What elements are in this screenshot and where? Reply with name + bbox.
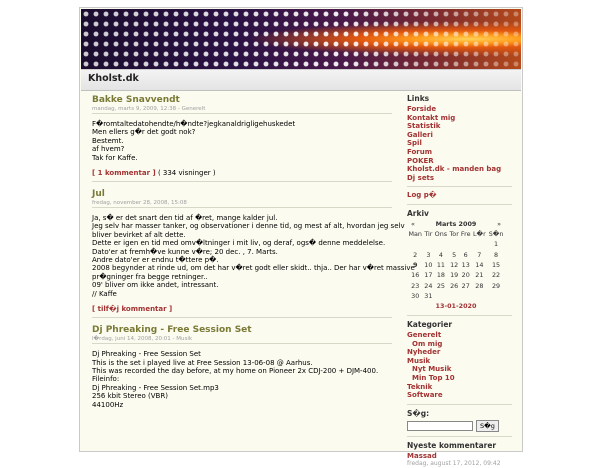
- post-body-line: bliver bevirket af alt dette.: [92, 230, 186, 239]
- title-bar: [81, 69, 521, 91]
- recent-comment-meta: fredag, august 17, 2012, 09:42: [407, 459, 501, 467]
- calendar-day: 4: [438, 250, 443, 259]
- calendar-month-label: Marts 2009: [435, 219, 477, 228]
- sidebar-divider: [407, 404, 512, 405]
- calendar-day: 8: [494, 250, 499, 259]
- post-body-line: 44100Hz: [92, 400, 124, 409]
- sidebar-link-forum[interactable]: Forum: [407, 147, 433, 156]
- calendar-day: 22: [491, 271, 501, 280]
- login-link[interactable]: Log p�: [407, 191, 437, 200]
- sidebar-link-forside[interactable]: Forside: [407, 105, 437, 113]
- sidebar-link-spil[interactable]: Spil: [407, 139, 422, 148]
- calendar-days: [407, 239, 505, 301]
- category-link[interactable]: Min Top 10: [412, 373, 455, 382]
- calendar-day: 13: [461, 260, 470, 269]
- post-body: [92, 350, 392, 409]
- calendar-day: 19: [450, 271, 459, 280]
- post-body-line: af hvem?: [92, 145, 125, 154]
- post-title[interactable]: Bakke Snavvendt: [92, 95, 180, 105]
- sidebar-divider: [407, 204, 512, 205]
- calendar-day: 25: [436, 281, 445, 290]
- calendar-day: 26: [450, 281, 459, 290]
- sidebar-divider: [407, 436, 512, 437]
- view-count: ( 334 visninger ): [157, 169, 216, 178]
- calendar-prev-button[interactable]: «: [411, 219, 415, 228]
- post-body-line: Men ellers g�r det godt nok?: [92, 128, 196, 137]
- post-divider: [92, 181, 392, 182]
- calendar-day: 2: [413, 250, 418, 259]
- sidebar: [407, 94, 512, 468]
- post-body-line: 09' bliver om ikke andet, intressant.: [92, 281, 219, 290]
- post-body: [92, 120, 392, 162]
- calendar-day: [472, 291, 488, 301]
- post-title[interactable]: Jul: [92, 189, 105, 200]
- calendar-day: 17: [424, 271, 433, 280]
- category-link[interactable]: Generelt: [407, 331, 442, 340]
- calendar-week-row: [407, 280, 505, 290]
- sidebar-link-manden-bag[interactable]: Kholst.dk - manden bag: [407, 165, 502, 174]
- post-footer: [92, 168, 392, 178]
- calendar-day: 27: [461, 281, 470, 290]
- calendar-next-button[interactable]: »: [497, 219, 501, 228]
- post-divider: [92, 317, 392, 318]
- sidebar-link-galleri[interactable]: Galleri: [407, 130, 433, 139]
- post-body-line: Dato'er at fremh�ve kunne v�re; 20 dec. , 7. Marts.: [92, 247, 278, 256]
- category-link[interactable]: Musik: [407, 356, 431, 365]
- post-body-line: Andre dato'er er endnu t�ttere p�.: [92, 256, 219, 265]
- calendar-day: 20: [461, 271, 470, 280]
- sidebar-divider: [407, 186, 512, 187]
- post-body-line: 2008 begynder at rinde ud, om det har v�ret godt eller skidt.. thja.. Der har v�ret massive: [92, 264, 415, 273]
- sidebar-link-kontakt[interactable]: Kontakt mig: [407, 113, 456, 122]
- calendar-grid: [407, 229, 505, 301]
- calendar-day: 5: [452, 250, 457, 259]
- search-input[interactable]: [407, 421, 473, 431]
- post: [92, 324, 392, 409]
- recent-comment-title[interactable]: Massad: [407, 451, 437, 460]
- post-body-line: Ja, s� er det snart den tid af �ret, mange kalder jul.: [92, 214, 278, 223]
- post-meta: l�rdag, juni 14, 2008, 20:01 - Musik: [92, 336, 392, 344]
- calendar-day: [407, 239, 423, 249]
- calendar-weekday: L�r: [472, 230, 486, 239]
- post-body-line: Dj Phreaking - Free Session Set: [92, 350, 201, 359]
- calendar-day: 31: [424, 291, 433, 300]
- links-list: [407, 105, 512, 182]
- calendar-day: 1: [494, 240, 499, 249]
- header-banner-image: [81, 9, 521, 69]
- post-body-line: Dette er igen en tid med omv�ltninger i mit liv, og deraf, ogs� denne meddelelse.: [92, 239, 386, 248]
- calendar-weekday: Tor: [449, 230, 459, 239]
- category-link[interactable]: Om mig: [412, 339, 443, 348]
- post: [92, 188, 415, 318]
- category-link[interactable]: Nyt Musik: [412, 365, 452, 374]
- calendar-day: 21: [475, 271, 484, 280]
- calendar-day: [448, 291, 459, 301]
- archive-heading: Arkiv: [407, 208, 429, 218]
- calendar-day: 23: [411, 281, 420, 290]
- post-body-line: 256 kbit Stereo (VBR): [92, 392, 168, 401]
- category-link[interactable]: Teknik: [407, 382, 433, 391]
- calendar-day: [448, 239, 459, 249]
- calendar-day: [460, 239, 472, 249]
- categories-heading: Kategorier: [407, 320, 453, 330]
- calendar-week-row: [407, 270, 505, 280]
- calendar-day: 3: [426, 250, 431, 259]
- calendar-day-link[interactable]: 9: [412, 260, 418, 269]
- calendar-day: [433, 239, 448, 249]
- calendar-week-row: [407, 260, 505, 270]
- post-body-line: Bestemt.: [92, 136, 124, 145]
- post-body-line: Fileinfo:: [92, 375, 120, 384]
- search-button[interactable]: S�g: [476, 420, 499, 432]
- add-comment-link[interactable]: [ tilf�j kommentar ]: [92, 305, 173, 314]
- post-body-line: // Kaffe: [92, 289, 117, 298]
- calendar-header: [407, 220, 505, 229]
- calendar-day: [423, 239, 433, 249]
- calendar-day: 12: [450, 260, 459, 269]
- post-body-line: Tak for Kaffe.: [92, 153, 138, 162]
- recent-comments-heading: Nyeste kommentarer: [407, 440, 497, 450]
- sidebar-link-poker[interactable]: POKER: [407, 156, 434, 165]
- links-heading: Links: [407, 94, 430, 103]
- sidebar-divider: [407, 315, 512, 316]
- sidebar-link-statistik[interactable]: Statistik: [407, 122, 441, 131]
- calendar-weekday: Ons: [434, 230, 448, 239]
- category-link[interactable]: Nyheder: [407, 348, 441, 357]
- comments-link[interactable]: [ 1 kommentar ]: [92, 169, 156, 178]
- calendar-day: 28: [475, 281, 484, 290]
- calendar-day: 10: [424, 260, 433, 269]
- calendar-day: [472, 239, 488, 249]
- archive-calendar: [407, 220, 505, 311]
- calendar-day: 11: [436, 260, 445, 269]
- post-body-line: This is the set i played live at Free Session 13-06-08 @ Aarhus.: [92, 358, 313, 367]
- post-body-line: pr�gninger fra begge retninger..: [92, 272, 208, 281]
- calendar-weekday: Man: [408, 230, 422, 239]
- calendar-day: 30: [411, 291, 420, 300]
- login-section: [407, 191, 512, 200]
- post-title[interactable]: Dj Phreaking - Free Session Set: [92, 325, 252, 336]
- calendar-footer-date[interactable]: 13-01-2020: [435, 302, 477, 311]
- banner-dots-pattern: [81, 9, 521, 69]
- post-body-line: This was recorded the day before, at my home on Pioneer 2x CDJ-200 + DJM-400.: [92, 366, 379, 375]
- category-link[interactable]: Software: [407, 391, 443, 400]
- site-title[interactable]: Kholst.dk: [88, 73, 139, 84]
- post-body-line: Jeg selv har masser tanker, og observationer i denne tid, og mest af alt, hvordan jeg selv: [92, 222, 405, 231]
- calendar-day: 6: [463, 250, 468, 259]
- calendar-day: 14: [475, 260, 484, 269]
- calendar-day: 29: [491, 281, 501, 290]
- calendar-week-row: [407, 250, 505, 260]
- post-body-line: Dj Phreaking - Free Session Set.mp3: [92, 383, 219, 392]
- post: [92, 94, 392, 182]
- calendar-day: [433, 291, 448, 301]
- calendar-week-row: [407, 291, 505, 301]
- calendar-day: 16: [411, 271, 420, 280]
- categories-list: [407, 331, 512, 400]
- calendar-day: 15: [491, 260, 501, 269]
- post-meta: mandag, marts 9, 2009, 12:38 - Generelt: [92, 106, 392, 114]
- calendar-day: 24: [424, 281, 433, 290]
- post-footer: [92, 304, 392, 314]
- calendar-weekday-row: [407, 229, 505, 239]
- calendar-weekday: Fre: [460, 230, 471, 239]
- search-heading: S�g:: [407, 408, 430, 418]
- calendar-week-row: [407, 239, 505, 249]
- page-container: [79, 7, 523, 467]
- calendar-day: [487, 291, 505, 301]
- search-form: [407, 420, 512, 432]
- sidebar-link-dj-sets[interactable]: Dj sets: [407, 173, 435, 182]
- calendar-day: 7: [477, 250, 482, 259]
- calendar-day: 18: [436, 271, 445, 280]
- post-body-line: F�romtaltedatohendte/h�ndte?jegkanaldrigligehuskedet: [92, 120, 296, 128]
- post-body: [92, 214, 415, 298]
- post-meta: fredag, november 28, 2008, 15:08: [92, 200, 392, 208]
- calendar-day: [460, 291, 472, 301]
- calendar-weekday: Tir: [424, 230, 433, 239]
- calendar-weekday: S�n: [488, 230, 504, 239]
